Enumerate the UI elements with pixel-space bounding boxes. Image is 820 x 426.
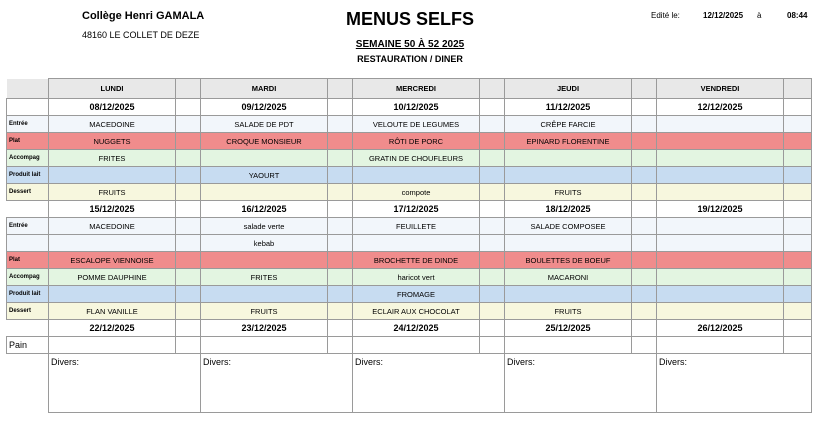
dish-cell: [657, 184, 784, 201]
spacer-cell: [784, 252, 812, 269]
dish-cell: VELOUTE DE LEGUMES: [353, 116, 480, 133]
edit-separator: à: [757, 11, 762, 20]
spacer-cell: [784, 218, 812, 235]
dish-cell: YAOURT: [201, 167, 328, 184]
spacer-cell: [480, 252, 505, 269]
spacer-cell: [176, 252, 201, 269]
entree-row: [7, 235, 812, 252]
dish-cell: [505, 235, 632, 252]
dish-cell: [49, 286, 176, 303]
dish-cell: EPINARD FLORENTINE: [505, 133, 632, 150]
spacer-cell: [632, 150, 657, 167]
divers-corner: [7, 354, 49, 413]
dish-cell: FRUITS: [201, 303, 328, 320]
dish-cell: [505, 286, 632, 303]
dish-cell: SALADE DE PDT: [201, 116, 328, 133]
dish-cell: [657, 167, 784, 184]
spacer-cell: [480, 235, 505, 252]
spacer-cell: [176, 167, 201, 184]
day-header-row: [7, 79, 812, 99]
spacer-cell: [632, 99, 657, 116]
divers-cell: Divers:: [201, 354, 353, 413]
spacer-cell: [328, 150, 353, 167]
spacer-cell: [632, 133, 657, 150]
school-name: Collège Henri GAMALA: [82, 10, 205, 22]
date-cell: 18/12/2025: [505, 201, 632, 218]
dish-cell: [505, 150, 632, 167]
date-cell: 25/12/2025: [505, 320, 632, 337]
date-cell: 23/12/2025: [201, 320, 328, 337]
day-name: LUNDI: [49, 79, 176, 99]
spacer-cell: [784, 116, 812, 133]
spacer-cell: [328, 79, 353, 99]
spacer-cell: [480, 337, 505, 354]
dish-cell: ESCALOPE VIENNOISE: [49, 252, 176, 269]
entree-row: [7, 116, 812, 133]
accompagnement-row: [7, 150, 812, 167]
date-row: [7, 201, 812, 218]
category-label: Entrée: [7, 218, 49, 235]
dish-cell: [353, 167, 480, 184]
divers-row: [7, 354, 812, 413]
dish-cell: BOULETTES DE BOEUF: [505, 252, 632, 269]
edit-date: 12/12/2025: [703, 11, 744, 20]
spacer-cell: [784, 286, 812, 303]
dish-cell: [201, 286, 328, 303]
date-row: [7, 99, 812, 116]
date-cell: 08/12/2025: [49, 99, 176, 116]
date-cell: 22/12/2025: [49, 320, 176, 337]
dish-cell: FEUILLETE: [353, 218, 480, 235]
dish-cell: FRUITS: [505, 303, 632, 320]
spacer-cell: [328, 303, 353, 320]
spacer-cell: [480, 79, 505, 99]
spacer-cell: [176, 201, 201, 218]
pain-cell: [505, 337, 632, 354]
spacer-cell: [632, 218, 657, 235]
spacer-cell: [480, 99, 505, 116]
school-address: 48160 LE COLLET DE DEZE: [82, 30, 200, 40]
dish-cell: [657, 269, 784, 286]
dish-cell: FRUITS: [49, 184, 176, 201]
divers-cell: Divers:: [49, 354, 201, 413]
spacer-cell: [328, 235, 353, 252]
date-cell: 24/12/2025: [353, 320, 480, 337]
spacer-cell: [176, 99, 201, 116]
date-cell: 19/12/2025: [657, 201, 784, 218]
spacer-cell: [480, 320, 505, 337]
spacer-cell: [328, 184, 353, 201]
day-name: JEUDI: [505, 79, 632, 99]
dish-cell: GRATIN DE CHOUFLEURS: [353, 150, 480, 167]
dish-cell: MACEDOINE: [49, 218, 176, 235]
corner-cell: [7, 79, 49, 99]
date-cell: 26/12/2025: [657, 320, 784, 337]
spacer-cell: [784, 269, 812, 286]
spacer-cell: [632, 337, 657, 354]
pain-cell: [353, 337, 480, 354]
spacer-cell: [328, 99, 353, 116]
date-cell: 16/12/2025: [201, 201, 328, 218]
spacer-cell: [632, 252, 657, 269]
dish-cell: BROCHETTE DE DINDE: [353, 252, 480, 269]
pain-row: [7, 337, 812, 354]
dish-cell: FRITES: [49, 150, 176, 167]
pain-cell: [49, 337, 176, 354]
spacer-cell: [632, 167, 657, 184]
spacer-cell: [328, 201, 353, 218]
dish-cell: [657, 303, 784, 320]
spacer-cell: [632, 201, 657, 218]
service-subtitle: RESTAURATION / DINER: [357, 54, 463, 64]
pain-cell: [657, 337, 784, 354]
spacer-cell: [632, 269, 657, 286]
spacer-cell: [784, 337, 812, 354]
spacer-cell: [480, 286, 505, 303]
page-title: MENUS SELFS: [345, 9, 474, 29]
dish-cell: [657, 286, 784, 303]
pain-label: Pain: [7, 337, 49, 354]
spacer-cell: [632, 286, 657, 303]
spacer-cell: [176, 184, 201, 201]
date-cell: 09/12/2025: [201, 99, 328, 116]
dish-cell: RÔTI DE PORC: [353, 133, 480, 150]
category-label: Produit lait: [7, 167, 49, 184]
dish-cell: CROQUE MONSIEUR: [201, 133, 328, 150]
dish-cell: NUGGETS: [49, 133, 176, 150]
date-row-label: [7, 99, 49, 116]
dish-cell: POMME DAUPHINE: [49, 269, 176, 286]
plat-row: [7, 252, 812, 269]
spacer-cell: [328, 218, 353, 235]
dish-cell: [657, 235, 784, 252]
dish-cell: kebab: [201, 235, 328, 252]
category-label: Produit lait: [7, 286, 49, 303]
spacer-cell: [176, 116, 201, 133]
dish-cell: FROMAGE: [353, 286, 480, 303]
spacer-cell: [480, 269, 505, 286]
spacer-cell: [176, 133, 201, 150]
spacer-cell: [784, 235, 812, 252]
week-range: SEMAINE 50 À 52 2025: [355, 39, 465, 50]
dish-cell: ECLAIR AUX CHOCOLAT: [353, 303, 480, 320]
dish-cell: CRÊPE FARCIE: [505, 116, 632, 133]
date-row-label: [7, 320, 49, 337]
spacer-cell: [632, 320, 657, 337]
produit-laitier-row: [7, 167, 812, 184]
spacer-cell: [784, 79, 812, 99]
spacer-cell: [176, 269, 201, 286]
dish-cell: [201, 150, 328, 167]
spacer-cell: [176, 320, 201, 337]
dish-cell: [657, 150, 784, 167]
accompagnement-row: [7, 269, 812, 286]
dish-cell: haricot vert: [353, 269, 480, 286]
category-label: [7, 235, 49, 252]
spacer-cell: [480, 167, 505, 184]
spacer-cell: [328, 337, 353, 354]
dish-cell: [49, 167, 176, 184]
dish-cell: [657, 252, 784, 269]
spacer-cell: [480, 133, 505, 150]
spacer-cell: [328, 133, 353, 150]
spacer-cell: [480, 201, 505, 218]
spacer-cell: [480, 218, 505, 235]
spacer-cell: [632, 303, 657, 320]
category-label: Dessert: [7, 184, 49, 201]
dessert-row: [7, 184, 812, 201]
divers-cell: Divers:: [657, 354, 812, 413]
produit-laitier-row: [7, 286, 812, 303]
dish-cell: [505, 167, 632, 184]
spacer-cell: [176, 79, 201, 99]
pain-cell: [201, 337, 328, 354]
dish-cell: [201, 184, 328, 201]
edit-label: Edité le:: [651, 11, 680, 20]
spacer-cell: [784, 320, 812, 337]
category-label: Entrée: [7, 116, 49, 133]
menu-table: [6, 78, 812, 413]
dish-cell: compote: [353, 184, 480, 201]
dish-cell: salade verte: [201, 218, 328, 235]
spacer-cell: [632, 116, 657, 133]
date-cell: 12/12/2025: [657, 99, 784, 116]
spacer-cell: [784, 99, 812, 116]
day-name: VENDREDI: [657, 79, 784, 99]
spacer-cell: [784, 303, 812, 320]
spacer-cell: [480, 150, 505, 167]
date-cell: 11/12/2025: [505, 99, 632, 116]
spacer-cell: [328, 286, 353, 303]
spacer-cell: [176, 286, 201, 303]
category-label: Accompag: [7, 150, 49, 167]
dish-cell: [657, 218, 784, 235]
spacer-cell: [480, 184, 505, 201]
dish-cell: [657, 116, 784, 133]
day-name: MARDI: [201, 79, 328, 99]
category-label: Accompag: [7, 269, 49, 286]
divers-cell: Divers:: [505, 354, 657, 413]
dish-cell: FRUITS: [505, 184, 632, 201]
spacer-cell: [632, 79, 657, 99]
spacer-cell: [328, 252, 353, 269]
dish-cell: FLAN VANILLE: [49, 303, 176, 320]
spacer-cell: [328, 167, 353, 184]
divers-cell: Divers:: [353, 354, 505, 413]
category-label: Plat: [7, 133, 49, 150]
spacer-cell: [784, 184, 812, 201]
category-label: Plat: [7, 252, 49, 269]
dish-cell: [353, 235, 480, 252]
spacer-cell: [480, 116, 505, 133]
dish-cell: SALADE COMPOSEE: [505, 218, 632, 235]
edit-time: 08:44: [787, 11, 808, 20]
spacer-cell: [328, 269, 353, 286]
dish-cell: MACARONI: [505, 269, 632, 286]
spacer-cell: [176, 150, 201, 167]
spacer-cell: [176, 235, 201, 252]
spacer-cell: [784, 167, 812, 184]
spacer-cell: [784, 201, 812, 218]
date-cell: 15/12/2025: [49, 201, 176, 218]
spacer-cell: [480, 303, 505, 320]
date-row-label: [7, 201, 49, 218]
spacer-cell: [632, 184, 657, 201]
spacer-cell: [784, 133, 812, 150]
dish-cell: [49, 235, 176, 252]
dish-cell: FRITES: [201, 269, 328, 286]
dish-cell: [201, 252, 328, 269]
spacer-cell: [176, 337, 201, 354]
date-row: [7, 320, 812, 337]
entree-row: [7, 218, 812, 235]
day-name: MERCREDI: [353, 79, 480, 99]
category-label: Dessert: [7, 303, 49, 320]
spacer-cell: [328, 116, 353, 133]
spacer-cell: [176, 218, 201, 235]
plat-row: [7, 133, 812, 150]
date-cell: 10/12/2025: [353, 99, 480, 116]
spacer-cell: [328, 320, 353, 337]
spacer-cell: [784, 150, 812, 167]
dessert-row: [7, 303, 812, 320]
dish-cell: [657, 133, 784, 150]
spacer-cell: [632, 235, 657, 252]
spacer-cell: [176, 303, 201, 320]
dish-cell: MACEDOINE: [49, 116, 176, 133]
date-cell: 17/12/2025: [353, 201, 480, 218]
